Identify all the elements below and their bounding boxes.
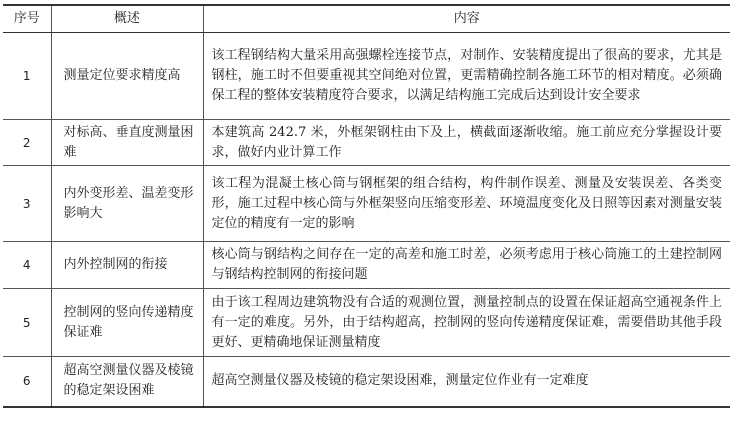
row-summary: 内外控制网的衔接: [51, 242, 203, 289]
table-row: [3, 33, 730, 120]
row-number: 2: [3, 120, 51, 166]
row-number: 6: [3, 357, 51, 407]
row-content: 由于该工程周边建筑物没有合适的观测位置，测量控制点的设置在保证超高空通视条件上有一定的难度。另外，由于结构超高，控制网的竖向传递精度保证难，需要借助其他手段更好、更精确地保证测量精度: [203, 289, 730, 357]
header-content: 内容: [203, 5, 730, 33]
row-number: 3: [3, 166, 51, 242]
table-row: [3, 242, 730, 289]
table-row: [3, 166, 730, 242]
row-number: 4: [3, 242, 51, 289]
measurement-difficulty-table: [3, 4, 730, 408]
row-summary: 超高空测量仪器及棱镜的稳定架设困难: [51, 357, 203, 407]
row-number: 5: [3, 289, 51, 357]
row-summary: 测量定位要求精度高: [51, 33, 203, 120]
row-summary: 对标高、垂直度测量困难: [51, 120, 203, 166]
table-row: [3, 120, 730, 166]
row-content: 该工程钢结构大量采用高强螺栓连接节点，对制作、安装精度提出了很高的要求，尤其是钢柱，施工时不但要重视其空间绝对位置，更需精确控制各施工环节的相对精度。必须确保工程的整体安装精度符合要求，以满足结构施工完成后达到设计安全要求: [203, 33, 730, 120]
header-no: 序号: [3, 5, 51, 33]
row-summary: 控制网的竖向传递精度保证难: [51, 289, 203, 357]
row-content: 该工程为混凝土核心筒与钢框架的组合结构，构件制作误差、测量及安装误差、各类变形，施工过程中核心筒与外框架竖向压缩变形差、环境温度变化及日照等因素对测量安装定位的精度有一定的影响: [203, 166, 730, 242]
header-summary: 概述: [51, 5, 203, 33]
row-content: 本建筑高 242.7 米，外框架钢柱由下及上，横截面逐渐收缩。施工前应充分掌握设计要求，做好内业计算工作: [203, 120, 730, 166]
table-row: [3, 289, 730, 357]
row-content: 核心筒与钢结构之间存在一定的高差和施工时差，必须考虑用于核心筒施工的土建控制网与钢结构控制网的衔接问题: [203, 242, 730, 289]
row-content: 超高空测量仪器及棱镜的稳定架设困难，测量定位作业有一定难度: [203, 357, 730, 407]
table-row: [3, 357, 730, 407]
row-number: 1: [3, 33, 51, 120]
table-header-row: [3, 5, 730, 33]
row-summary: 内外变形差、温差变形影响大: [51, 166, 203, 242]
